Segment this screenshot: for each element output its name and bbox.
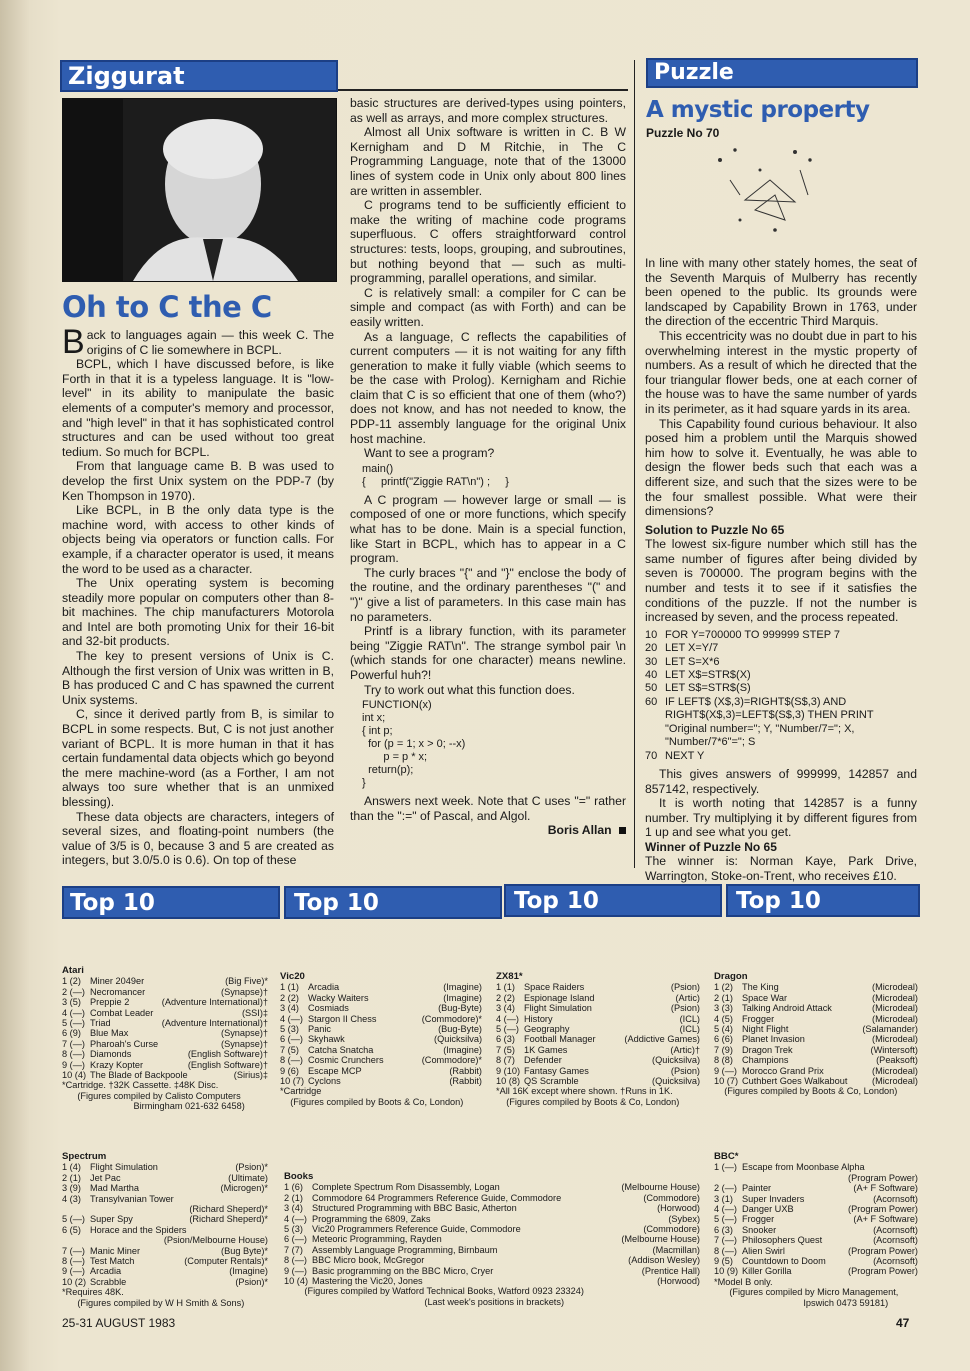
chart-row: 5 (—) Geography (ICL) (496, 1024, 700, 1035)
chart-row: 6 (6) Planet Invasion (Microdeal) (714, 1034, 918, 1045)
chart-row: 2 (—) Painter (A+ F Software) (714, 1183, 918, 1194)
chart-bbc (714, 1152, 918, 1308)
program-line: 40 LET X$=STR$(X) (645, 669, 751, 682)
top10-bar-2: Top 10 (284, 886, 502, 919)
ziggurat-c2-para-11: Answers next week. Note that C uses "=" rather than the ":=" of Pascal, and Algol. (350, 794, 626, 823)
chart-row: 9 (5) Countdown to Doom (Acornsoft) (714, 1256, 918, 1267)
top10-bar-3: Top 10 (504, 884, 722, 917)
chart-row: 4 (—) History (ICL) (496, 1013, 700, 1024)
chart-row: (Program Power) (848, 1172, 918, 1183)
chart-row: 8 (—) Test Match (Computer Rentals)* (62, 1256, 268, 1267)
chart-row: 8 (—) Alien Swirl (Program Power) (714, 1245, 918, 1256)
ziggurat-para-4: Like BCPL, in B the only data type is the machine word, with access to other kinds of objects being via operators or function calls. For example, if a character operator is used, it means the word to be used as a character. (62, 503, 334, 576)
chart-row: 3 (5) Preppie 2 (Adventure International)† (62, 997, 268, 1008)
ziggurat-c2-para-3: C programs tend to be sufficiently efficient to make the writing of machine code programs superfluous. C offers straightforward control structures: tests, loops, grouping, and subroutines, but nothing beyond that — such as multi-programming, parallel operations, and similar. (350, 198, 626, 286)
chart-row: 1 (2) The King (Microdeal) (714, 982, 918, 993)
code-listing-main: main() { printf("Ziggie RAT\n") ; } (362, 462, 509, 488)
chart-row: 3 (9) Mad Martha (Microgen)* (62, 1183, 268, 1194)
ziggurat-para-2: BCPL, which I have discussed before, is like Forth in that it is a typeless language. It is "low-level" in its ability to manipulate the basic elements of a computer's memory and processor, and "high level" in that it has sophisticated control structures and can be used without too great tedium. So much for BCPL. (62, 357, 334, 459)
ziggurat-c2-para-6: Want to see a program? (364, 446, 495, 461)
program-line: 20 LET X=Y/7 (645, 642, 719, 655)
puzzle-para-1: In line with many other stately homes, the seat of the Seventh Marquis of Mulberry has recently been opened to the public. Its grounds were landscaped by Capability Brown in 1763, under the direction of the eccentric Third Marquis. (645, 256, 917, 329)
puzzle-para-2: This eccentricity was no doubt due in part to his overwhelming interest in the mystic property of numbers. As a result of which he directed that the four triangular flower beds, one at each corner of the house was to have the same number of yards in its perimeter, as it had square yards in its area. (645, 328, 917, 416)
chart-row: 9 (—) Arcadia (Imagine) (62, 1266, 268, 1277)
program-line: 70 NEXT Y (645, 749, 705, 762)
chart-row: 3 (3) Talking Android Attack (Microdeal) (714, 1003, 918, 1014)
puzzle-after-1: This gives answers of 999999, 142857 and 857142, respectively. (645, 766, 917, 796)
chart-zx81 (496, 972, 700, 1107)
ziggurat-section-bar: Ziggurat (60, 60, 338, 92)
chart-row: 8 (8) Champions (Peaksoft) (714, 1055, 918, 1066)
ziggurat-para-5: The Unix operating system is becoming steadily more popular on computers other than 8-bit machines. The chip manufacturers Motorola and Intel are both promoting Unix for their 16-bit and 32-bit products. (62, 576, 334, 649)
chart-row: 8 (7) Defender (Quicksilva) (496, 1055, 700, 1066)
ziggurat-headline: Oh to C the C (62, 290, 272, 324)
chart-row: 10 (2) Scrabble (Psion)* (62, 1276, 268, 1287)
ziggurat-para-7: C, since it derived partly from B, is similar to BCPL in some respects. But, C is not just another variant of BCPL. It is more human in that it has certain fundamental data objects which go beyond the mere machine-word (as a Forther, I am not always too sure whether that is an unmixed blessing). (62, 707, 334, 809)
chart-row: 5 (3) Vic20 Programmers Reference Guide, Commodore (Commodore) (284, 1224, 700, 1235)
chart-row: 4 (—) Programming the 6809, Zaks (Sybex) (284, 1213, 700, 1224)
winner-text: The winner is: Norman Kaye, Park Drive, Warrington, Stoke-on-Trent, who receives £10. (645, 854, 917, 884)
author-name: Boris Allan (547, 823, 612, 838)
basic-program (645, 629, 917, 763)
ziggurat-column-2 (350, 96, 626, 838)
chart-title: Spectrum (62, 1151, 107, 1162)
ziggurat-c2-para-5: As a language, C reflects the capabilities of current computers — it is not waiting for any fifth generation to make it fully viable (which seems to be the case with Prolog). Kernigham and Richie claim that C is so efficient that one of them (who?) does not know, and has not needed to know, the PDP-11 assembly language for the original Unix host machine. (350, 329, 626, 446)
chart-row: 10 (9) Killer Gorilla (Program Power) (714, 1266, 918, 1277)
puzzle-section-bar: Puzzle (646, 58, 918, 88)
chart-row: 1 (2) Miner 2049er (Big Five)* (62, 976, 268, 987)
ziggurat-c2-para-2: Almost all Unix software is written in C. B W Kernigham and D M Ritchie, in The C Programming Language, note that of the 13000 lines of system code in Unix only about 800 lines are written in assembler. (350, 125, 626, 198)
chart-note: *Requires 48K. (Figures compiled by W H Smith & Sons) (62, 1287, 245, 1308)
chart-atari (62, 966, 268, 1112)
ziggurat-para-6: The key to present versions of Unix is C. Although the first version of Unix was written in B, B has produced C and C has spawned the current Unix systems. (62, 649, 334, 707)
chart-note: (Figures compiled by Watford Technical Books, Watford 0923 23324) (Last week's positions in brackets) (304, 1286, 584, 1307)
chart-row: 2 (1) Space War (Microdeal) (714, 992, 918, 1003)
chart-row: 3 (4) Structured Programming with BBC Basic, Atherton (Horwood) (284, 1203, 700, 1214)
chart-row: 9 (—) Basic programming on the BBC Micro, Cryer (Prentice Hall) (284, 1265, 700, 1276)
code-listing-function: FUNCTION(x) int x; { int p; for (p = 1; x > 0; --x) p = p * x; return(p); } (362, 699, 466, 790)
top10-bar-1: Top 10 (62, 886, 280, 919)
chart-row: 10 (7) Cyclons (Rabbit) (280, 1076, 482, 1087)
chart-row: 6 (5) Horace and the Spiders (62, 1224, 187, 1235)
chart-title: Atari (62, 965, 84, 976)
chart-row: 1 (6) Complete Spectrum Rom Disassembly, Logan (Melbourne House) (284, 1182, 700, 1193)
puzzle-number: Puzzle No 70 (646, 126, 720, 140)
chart-note: *Model B only. (Figures compiled by Micro Management, Ipswich 0473 59181) (714, 1276, 899, 1308)
chart-row: 4 (—) Danger UXB (Program Power) (714, 1204, 918, 1215)
ziggurat-para-8: These data objects are characters, integers of several sizes, and floating-point numbers (the value of 3/5 is 0, because 3 and 5 are created as integers, but 3.0/5.0 is 0.6). On top of these (62, 809, 334, 868)
chart-row: 2 (—) Necromancer (Synapse)† (62, 986, 268, 997)
chart-row: 2 (2) Espionage Island (Artic) (496, 992, 700, 1003)
dropcap: B (62, 323, 85, 361)
chart-row: 7 (—) Philosophers Quest (Acornsoft) (714, 1235, 918, 1246)
chart-row: 10 (4) Mastering the Vic20, Jones (Horwood) (284, 1276, 700, 1287)
author-photo (62, 98, 337, 282)
ziggurat-c2-para-4: C is relatively small: a compiler for C can be simple and compact (as with Forth) and can be easily written. (350, 285, 626, 329)
byline (350, 823, 626, 838)
chart-dragon (714, 972, 918, 1097)
ziggurat-c2-para-7: A C program — however large or small — is composed of one or more functions, which specify what has to be done. Main is a special function, like Start in BCPL, which has to appear in a C program. (350, 492, 626, 566)
chart-row: 2 (1) Commodore 64 Programmers Reference Guide, Commodore (Commodore) (284, 1192, 700, 1203)
ziggurat-top-rule (338, 89, 628, 91)
chart-row: 5 (—) Frogger (A+ F Software) (714, 1214, 918, 1225)
chart-vic20 (280, 972, 482, 1107)
chart-row: 5 (4) Night Flight (Salamander) (714, 1024, 918, 1035)
chart-row: 10 (7) Cuthbert Goes Walkabout (Microdeal) (714, 1076, 918, 1087)
chart-row: 3 (4) Cosmiads (Bug-Byte) (280, 1003, 482, 1014)
program-line: 10 FOR Y=700000 TO 999999 STEP 7 (645, 628, 841, 641)
end-mark (619, 827, 626, 834)
ziggurat-column-1 (62, 323, 334, 868)
chart-row: 4 (—) Stargon II Chess (Commodore)* (280, 1013, 482, 1024)
chart-row: (Psion/Melbourne House) (163, 1235, 268, 1246)
issue-date: 25-31 AUGUST 1983 (62, 1316, 176, 1330)
program-line: 60 IF LEFT$ (X$,3)=RIGHT$(S$,3) AND RIGHT$(X$,3)=LEFT$(S$,3) THEN PRINT "Original number="; Y, "Number/7="; X, "Number/7*6"="; S (645, 695, 874, 749)
puzzle-illustration (700, 140, 830, 240)
solution-title: Solution to Puzzle No 65 (645, 522, 785, 537)
winner-title: Winner of Puzzle No 65 (645, 839, 777, 854)
chart-row: 4 (—) Combat Leader (SSI)‡ (62, 1007, 268, 1018)
chart-row: 8 (—) Diamonds (English Software)† (62, 1049, 268, 1060)
chart-title: Dragon (714, 971, 748, 982)
chart-row: 2 (2) Wacky Waiters (Imagine) (280, 992, 482, 1003)
chart-row: 6 (—) Skyhawk (Quicksilva) (280, 1034, 482, 1045)
chart-row: 7 (—) Pharoah's Curse (Synapse)† (62, 1038, 268, 1049)
page-number: 47 (896, 1316, 910, 1330)
ziggurat-para-1: Back to languages again — this week C. The origins of C lie somewhere in BCPL. (62, 323, 334, 361)
portrait-image (63, 99, 336, 281)
top10-bar-4: Top 10 (726, 884, 920, 917)
chart-row: 7 (—) Manic Miner (Bug Byte)* (62, 1245, 268, 1256)
chart-row: 10 (4) The Blade of Backpoole (Sirius)‡ (62, 1070, 268, 1081)
ziggurat-para-3: From that language came B. B was used to develop the first Unix system on the PDP-7 (by Ken Thompson in 1970). (62, 459, 334, 503)
puzzle-headline: A mystic property (646, 97, 870, 123)
ziggurat-c2-para-10: Try to work out what this function does. (364, 682, 575, 697)
chart-title: BBC* (714, 1151, 739, 1162)
chart-row: 8 (—) Cosmic Crunchers (Commodore)* (280, 1055, 482, 1066)
ziggurat-c2-para-9: Printf is a library function, with its parameter being "Ziggie RAT\n". The strange symbol pair \n (which stands for one character) means newline. Powerful huh?! (350, 624, 626, 682)
chart-row: 8 (—) BBC Micro book, McGregor (Addison Wesley) (284, 1255, 700, 1266)
chart-note: (Figures compiled by Boots & Co, London) (714, 1086, 898, 1097)
chart-row: 4 (3) Transylvanian Tower (62, 1193, 174, 1204)
chart-title: Vic20 (280, 971, 305, 982)
chart-row: 5 (—) Super Spy (Richard Sheperd)* (62, 1214, 268, 1225)
chart-row: 1 (—) Escape from Moonbase Alpha (714, 1162, 865, 1173)
chart-row: 2 (1) Jet Pac (Ultimate) (62, 1172, 268, 1183)
ziggurat-c2-para-1: basic structures are derived-types using pointers, as well as arrays, and more complex structures. (350, 96, 626, 125)
chart-note: *All 16K except where shown. †Runs in 1K. (Figures compiled by Boots & Co, London) (496, 1086, 680, 1107)
chart-row: 7 (9) Dragon Trek (Wintersoft) (714, 1044, 918, 1055)
column-divider (634, 60, 635, 868)
chart-row: 6 (9) Blue Max (Synapse)† (62, 1028, 268, 1039)
puzzle-after-2: It is worth noting that 142857 is a funny number. Try multiplying it by different figures from 1 up and see what you get. (645, 796, 917, 840)
chart-row: 5 (3) Panic (Bug-Byte) (280, 1024, 482, 1035)
chart-row: 7 (5) 1K Games (Artic)† (496, 1044, 700, 1055)
program-line: 30 LET S=X*6 (645, 655, 720, 668)
chart-row: 7 (5) Catcha Snatcha (Imagine) (280, 1044, 482, 1055)
chart-row: 7 (7) Assembly Language Programming, Birnbaum (Macmillan) (284, 1244, 700, 1255)
ziggurat-c2-para-8: The curly braces "{" and "}" enclose the body of the routine, and the ordinary parentheses "(" and ")" give a list of parameters. In this case main has no parameters. (350, 565, 626, 624)
puzzle-para-3: This Capability found curious behaviour. It also posed him a problem until the Marquis showed him how to solve it. Eventually, he was able to design the flower beds such that each was a different size, and such that the sizes were to be the four smallest possible. What were their dimensions? (645, 416, 917, 519)
chart-row: 6 (3) Football Manager (Addictive Games) (496, 1034, 700, 1045)
chart-row: 9 (—) Morocco Grand Prix (Microdeal) (714, 1065, 918, 1076)
program-line: 50 LET S$=STR$(S) (645, 682, 751, 695)
chart-row: 1 (1) Arcadia (Imagine) (280, 982, 482, 993)
chart-row: 9 (—) Krazy Kopter (English Software)† (62, 1059, 268, 1070)
chart-title: ZX81* (496, 971, 523, 982)
chart-row: 3 (1) Super Invaders (Acornsoft) (714, 1193, 918, 1204)
chart-row: 1 (1) Space Raiders (Psion) (496, 982, 700, 993)
chart-note: *Cartridge (Figures compiled by Boots & Co, London) (280, 1086, 464, 1107)
chart-row: (Richard Sheperd)* (189, 1204, 268, 1215)
chart-row: 3 (4) Flight Simulation (Psion) (496, 1003, 700, 1014)
puzzle-column (645, 256, 917, 884)
chart-row: 5 (—) Triad (Adventure International)† (62, 1018, 268, 1029)
chart-row: 1 (4) Flight Simulation (Psion)* (62, 1162, 268, 1173)
chart-row: 6 (—) Meteoric Programming, Rayden (Melbourne House) (284, 1234, 700, 1245)
chart-row: 9 (10) Fantasy Games (Psion) (496, 1065, 700, 1076)
chart-row: 9 (6) Escape MCP (Rabbit) (280, 1065, 482, 1076)
chart-row: 4 (5) Frogger (Microdeal) (714, 1013, 918, 1024)
chart-row: 6 (3) Snooker (Acornsoft) (714, 1224, 918, 1235)
chart-title: Books (284, 1171, 314, 1182)
solution-para: The lowest six-figure number which still has the same number of figures after being divided by seven is 700000. The program begins with the number and tests it to see if it satisfies the conditions of the puzzle. If not the number is increased by seven, and the process repeated. (645, 537, 917, 625)
chart-books (284, 1172, 700, 1307)
chart-note: *Cartridge. †32K Cassette. ‡48K Disc. (Figures compiled by Calisto Computers Birmingham 021-632 6458) (62, 1080, 245, 1112)
chart-spectrum (62, 1152, 268, 1308)
chart-row: 10 (8) QS Scramble (Quicksilva) (496, 1076, 700, 1087)
